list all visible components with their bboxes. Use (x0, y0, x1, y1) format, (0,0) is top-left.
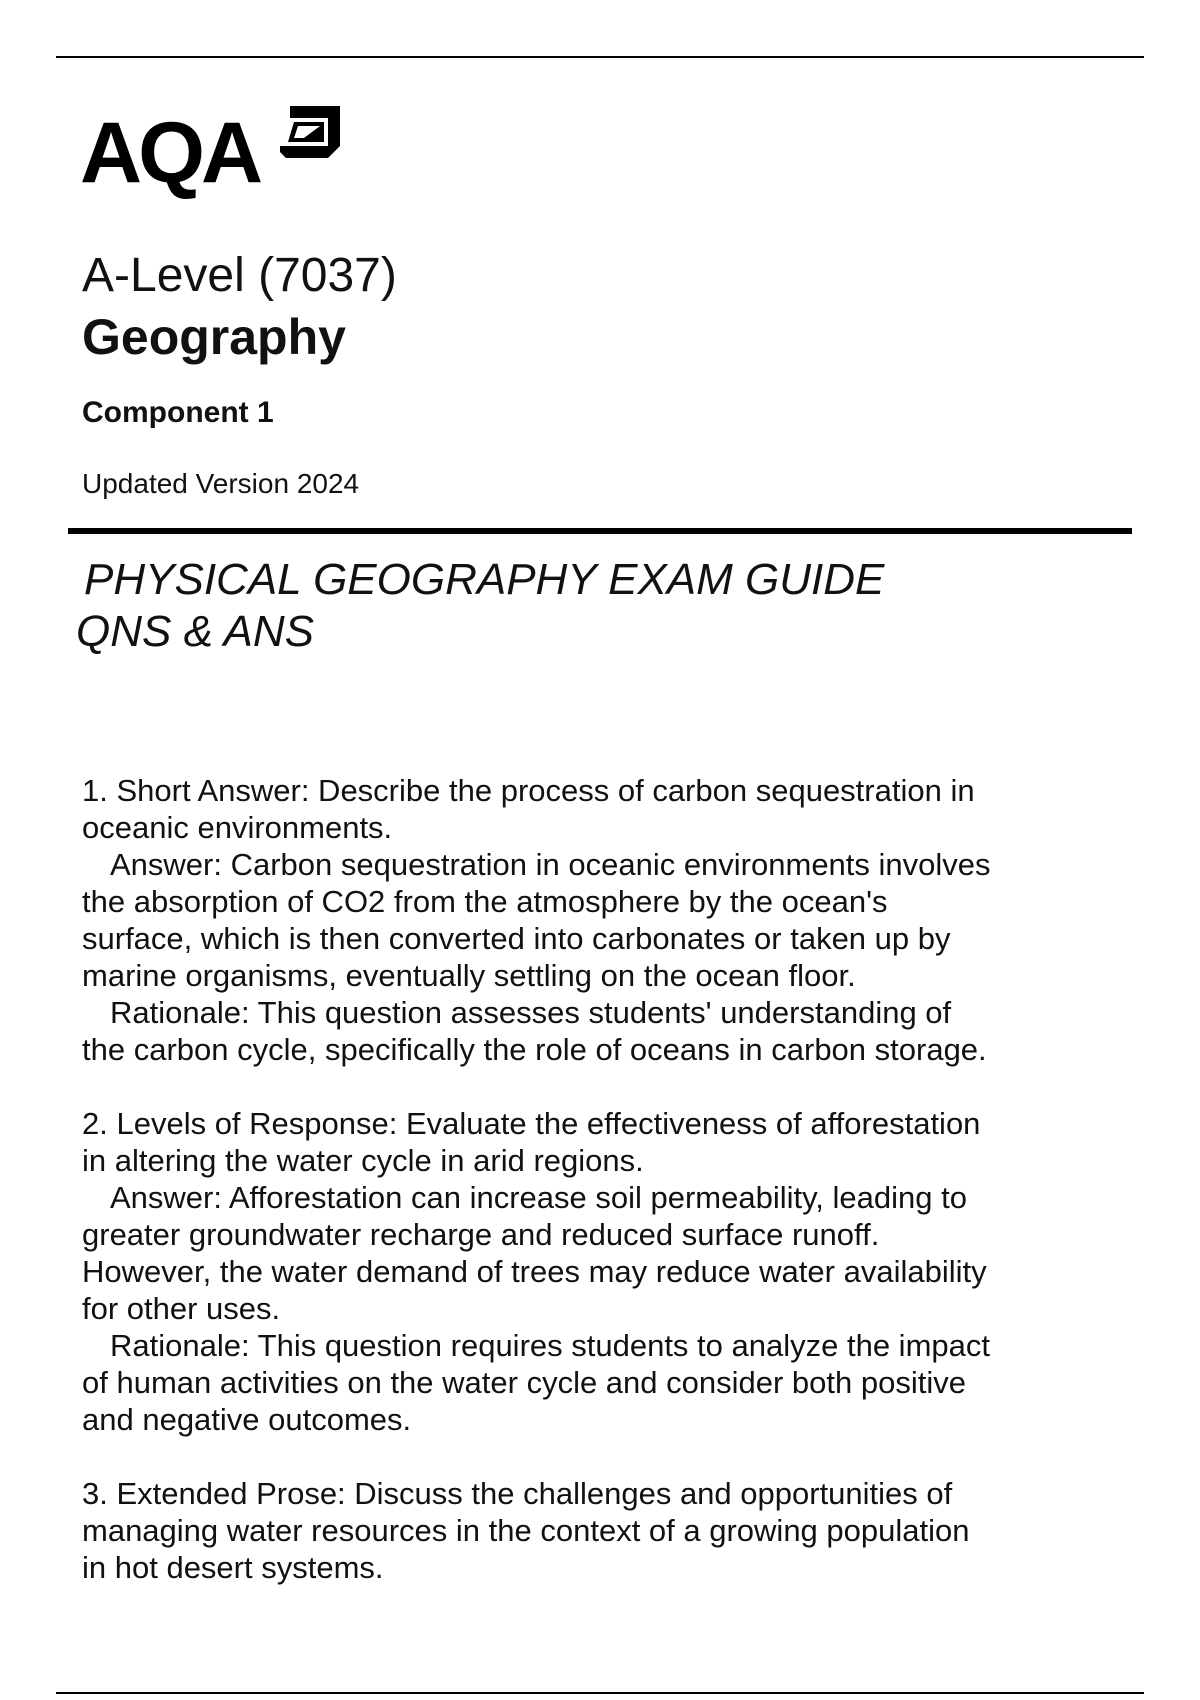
guide-subtitle: QNS & ANS (76, 607, 314, 656)
component-label: Component 1 (82, 396, 274, 429)
guide-title: PHYSICAL GEOGRAPHY EXAM GUIDE (84, 555, 885, 604)
aqa-logo (80, 104, 342, 204)
question-item-1 (82, 772, 1002, 1068)
question-item-2 (82, 1105, 1002, 1438)
subject-title: Geography (82, 309, 346, 365)
answer-text: Answer: Afforestation can increase soil permeability, leading to greater groundwater recharge and reduced surface runoff. However, the water demand of trees may reduce water availability for other uses. (82, 1180, 987, 1326)
rationale-text: Rationale: This question assesses students' understanding of the carbon cycle, specifically the role of oceans in carbon storage. (82, 995, 987, 1067)
answer-text: Answer: Carbon sequestration in oceanic environments involves the absorption of CO2 from the atmosphere by the ocean's surface, which is then converted into carbonates or taken up by marine organisms, eventually settling on the ocean floor. (82, 847, 991, 993)
top-rule (56, 56, 1144, 58)
level-code: A-Level (7037) (82, 249, 397, 302)
question-text: 2. Levels of Response: Evaluate the effectiveness of afforestation in altering the water cycle in arid regions. (82, 1106, 981, 1178)
heading-rule (68, 528, 1132, 534)
rationale-text: Rationale: This question requires students to analyze the impact of human activities on the water cycle and consider both positive and negative outcomes. (82, 1328, 990, 1437)
question-text: 3. Extended Prose: Discuss the challenges and opportunities of managing water resources in the context of a growing population in hot desert systems. (82, 1476, 970, 1585)
question-item-3 (82, 1475, 1002, 1586)
version-label: Updated Version 2024 (82, 468, 360, 499)
question-text: 1. Short Answer: Describe the process of carbon sequestration in oceanic environments. (82, 773, 975, 845)
logo-mark-icon (280, 106, 340, 168)
question-list (82, 772, 1002, 1623)
bottom-rule (56, 1692, 1144, 1694)
logo-text: AQA (80, 105, 260, 201)
